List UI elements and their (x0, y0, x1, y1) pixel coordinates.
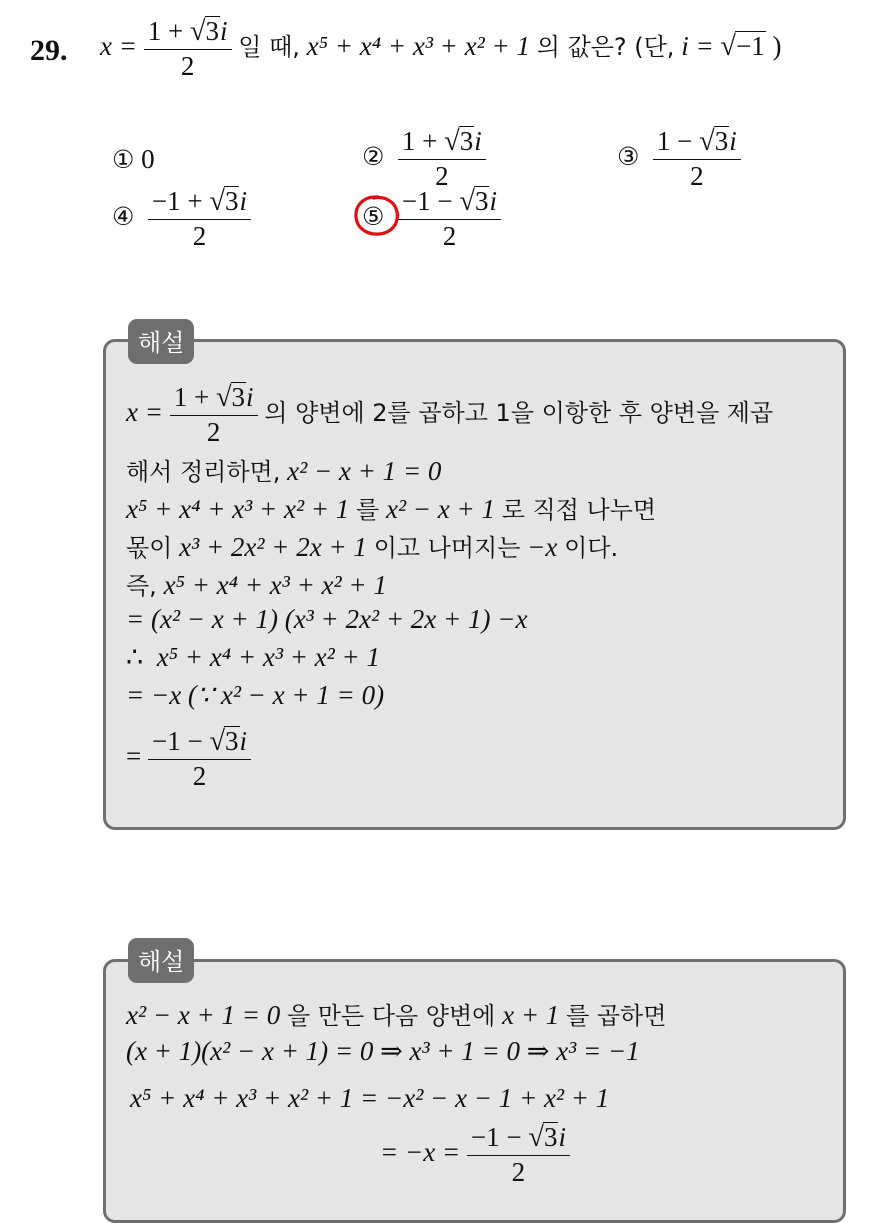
choice-3[interactable]: ③ $\frac{1 - √3i}{2}$ (617, 126, 741, 192)
explanation-tag-1: 해설 (128, 319, 194, 364)
exp2-line-2: (x + 1)(x² − x + 1) = 0 ⇒ x³ + 1 = 0 ⇒ x³ = −1 (126, 1036, 640, 1066)
explanation-tag-2: 해설 (128, 938, 194, 983)
question-number: 29. (30, 34, 68, 67)
exp1-line-5: 즉, x⁵ + x⁴ + x³ + x² + 1 (126, 570, 387, 600)
exp1-line-8: = −x (∵ x² − x + 1 = 0) (126, 680, 385, 710)
choice-4[interactable]: ④ $\frac{-1 + √3i}{2}$ (112, 186, 251, 252)
exp2-line-4: = −x = $\frac{-1 - √3i}{2}$ (380, 1122, 570, 1188)
choice-2[interactable]: ② $\frac{1 + √3i}{2}$ (362, 126, 486, 192)
exp1-line-1: x = $\frac{1 + √3i}{2}$ 의 양변에 2를 곱하고 1을 이항한 후 양변을 제곱 (126, 382, 774, 448)
question-statement: x = $\frac{1 + √3i}{2}$ 일 때, x⁵ + x⁴ + x³ + x² + 1 의 값은? (단, i = √−1 ) (100, 16, 782, 82)
choice-1[interactable]: ① 0 (112, 144, 155, 174)
exp1-line-7: ∴ x⁵ + x⁴ + x³ + x² + 1 (126, 642, 380, 672)
choice-5[interactable]: ⑤ $\frac{-1 - √3i}{2}$ (362, 186, 501, 252)
exp1-line-2: 해서 정리하면, x² − x + 1 = 0 (126, 456, 442, 486)
exp2-line-1: x² − x + 1 = 0 을 만든 다음 양변에 x + 1 를 곱하면 (126, 1000, 667, 1030)
exp2-line-3: x⁵ + x⁴ + x³ + x² + 1 = −x² − x − 1 + x² + 1 (130, 1083, 610, 1113)
exp1-line-6: = (x² − x + 1) (x³ + 2x² + 2x + 1) −x (126, 604, 528, 634)
exp1-line-4: 몫이 x³ + 2x² + 2x + 1 이고 나머지는 −x 이다. (126, 532, 619, 562)
exp1-line-3: x⁵ + x⁴ + x³ + x² + 1 를 x² − x + 1 로 직접 나누면 (126, 494, 657, 524)
answer-circle-mark (352, 193, 402, 239)
exp1-line-9: = $\frac{-1 - √3i}{2}$ (126, 726, 251, 792)
question-fraction: $\frac{1 + √3i}{2}$ (144, 16, 232, 82)
